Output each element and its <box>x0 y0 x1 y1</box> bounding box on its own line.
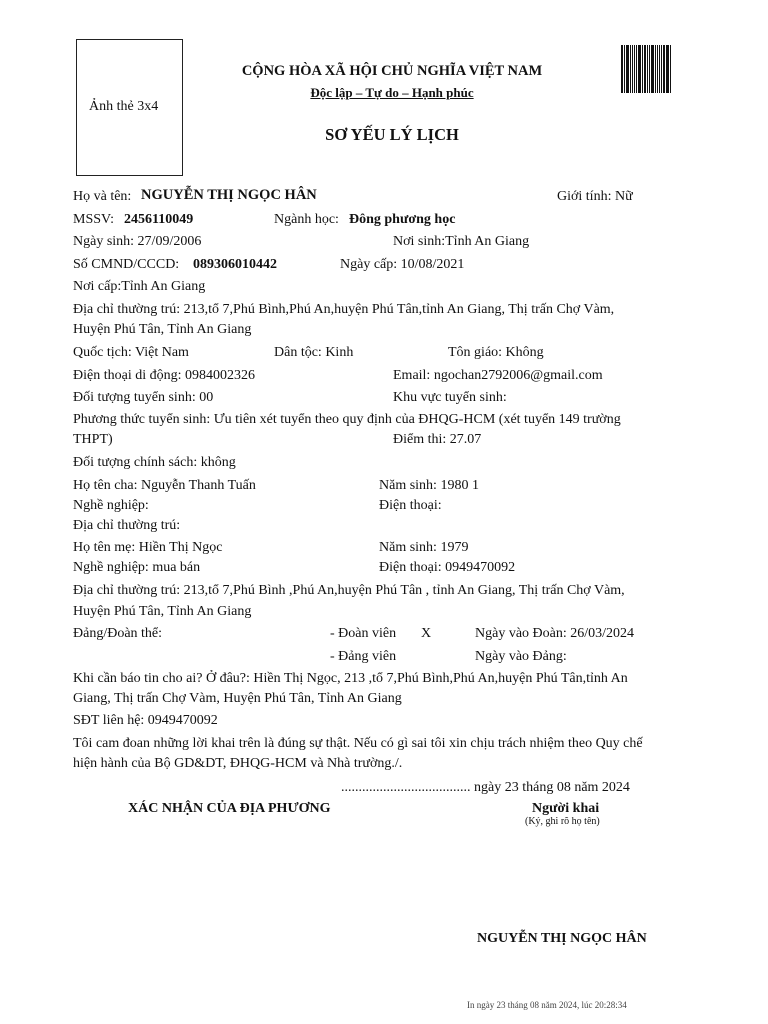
mobile-phone: Điện thoại di động: 0984002326 <box>73 368 255 383</box>
father-birth-year: Năm sinh: 1980 1 <box>379 478 479 493</box>
print-timestamp: In ngày 23 tháng 08 năm 2024, lúc 20:28:34 <box>467 1000 627 1010</box>
email: Email: ngochan2792006@gmail.com <box>393 368 603 383</box>
issue-place: Nơi cấp:Tỉnh An Giang <box>73 279 206 294</box>
contact-phone: SĐT liên hệ: 0949470092 <box>73 713 218 728</box>
major-value: Đông phương học <box>349 212 456 227</box>
mother-name: Họ tên mẹ: Hiền Thị Ngọc <box>73 540 223 555</box>
mother-birth-year: Năm sinh: 1979 <box>379 540 469 555</box>
nation-heading: CỘNG HÒA XÃ HỘI CHỦ NGHĨA VIỆT NAM <box>241 63 543 79</box>
student-name: NGUYỄN THỊ NGỌC HÂN <box>141 187 317 203</box>
father-name: Họ tên cha: Nguyễn Thanh Tuấn <box>73 478 256 493</box>
birthplace: Nơi sinh:Tỉnh An Giang <box>393 234 530 249</box>
address-line-1: Địa chỉ thường trú: 213,tổ 7,Phú Bình,Phú An,huyện Phú Tân,tỉnh An Giang, Thị trấn Chợ Vàm, <box>73 302 615 317</box>
major-label: Ngành học: <box>274 212 339 227</box>
policy-group: Đối tượng chính sách: không <box>73 455 236 470</box>
admission-method-line-1: Phương thức tuyển sinh: Ưu tiên xét tuyển theo quy định của ĐHQG-HCM (xét tuyển 149 trường <box>73 412 621 427</box>
youth-union-mark: X <box>421 626 432 641</box>
declarant-note: (Ký, ghi rõ họ tên) <box>525 816 600 827</box>
ethnicity: Dân tộc: Kinh <box>274 345 354 360</box>
page-title: SƠ YẾU LÝ LỊCH <box>325 125 459 144</box>
photo-label: Ảnh thẻ 3x4 <box>89 99 159 114</box>
photo-placeholder <box>76 39 183 176</box>
admission-region: Khu vực tuyển sinh: <box>393 390 507 405</box>
admission-method-line-2: THPT) <box>73 432 113 447</box>
declaration-date: ..................................... ngày 23 tháng 08 năm 2024 <box>341 780 630 795</box>
emergency-contact-line-2: Giang, Thị trấn Chợ Vàm, Huyện Phú Tân, Tỉnh An Giang <box>73 691 402 706</box>
party-label: Đảng/Đoàn thể: <box>73 626 163 641</box>
local-confirmation-heading: XÁC NHẬN CỦA ĐỊA PHƯƠNG <box>128 801 331 816</box>
youth-union-date: Ngày vào Đoàn: 26/03/2024 <box>475 626 635 641</box>
mother-address-line-1: Địa chỉ thường trú: 213,tổ 7,Phú Bình ,Phú An,huyện Phú Tân , tỉnh An Giang, Thị trấn Chợ Vàm, <box>73 583 625 598</box>
nationality: Quốc tịch: Việt Nam <box>73 345 189 360</box>
declaration-line-1: Tôi cam đoan những lời khai trên là đúng sự thật. Nếu có gì sai tôi xin chịu trách nhiệm theo Quy chế <box>73 736 643 751</box>
declarant-heading: Người khai <box>532 801 600 816</box>
party-member-label: - Đảng viên <box>330 649 397 664</box>
mssv-label: MSSV: <box>73 212 114 227</box>
mother-address-line-2: Huyện Phú Tân, Tỉnh An Giang <box>73 604 252 619</box>
name-label: Họ và tên: <box>73 189 132 204</box>
party-member-date: Ngày vào Đảng: <box>475 649 567 664</box>
issue-date: Ngày cấp: 10/08/2021 <box>340 257 465 272</box>
youth-union-label: - Đoàn viên <box>330 626 397 641</box>
mssv-value: 2456110049 <box>124 212 194 227</box>
barcode-icon <box>621 45 672 93</box>
declaration-line-2: hiện hành của Bộ GD&DT, ĐHQG-HCM và Nhà trường./. <box>73 756 403 771</box>
exam-score: Điểm thi: 27.07 <box>393 432 482 447</box>
id-number: 089306010442 <box>193 257 277 272</box>
father-job: Nghề nghiệp: <box>73 498 149 513</box>
gender: Giới tính: Nữ <box>557 189 633 204</box>
id-label: Số CMND/CCCD: <box>73 257 180 272</box>
mother-phone: Điện thoại: 0949470092 <box>379 560 516 575</box>
date-of-birth: Ngày sinh: 27/09/2006 <box>73 234 202 249</box>
address-line-2: Huyện Phú Tân, Tỉnh An Giang <box>73 322 252 337</box>
mother-job: Nghề nghiệp: mua bán <box>73 560 201 575</box>
religion: Tôn giáo: Không <box>448 345 544 360</box>
emergency-contact-line-1: Khi cần báo tin cho ai? Ở đâu?: Hiền Thị Ngọc, 213 ,tổ 7,Phú Bình,Phú An,huyện Phú Tân,tỉnh An <box>73 671 628 686</box>
priority-group: Đối tượng tuyển sinh: 00 <box>73 390 214 405</box>
motto: Độc lập – Tự do – Hạnh phúc <box>310 85 474 100</box>
father-address: Địa chỉ thường trú: <box>73 518 181 533</box>
declarant-name: NGUYỄN THỊ NGỌC HÂN <box>477 931 647 946</box>
father-phone: Điện thoại: <box>379 498 442 513</box>
